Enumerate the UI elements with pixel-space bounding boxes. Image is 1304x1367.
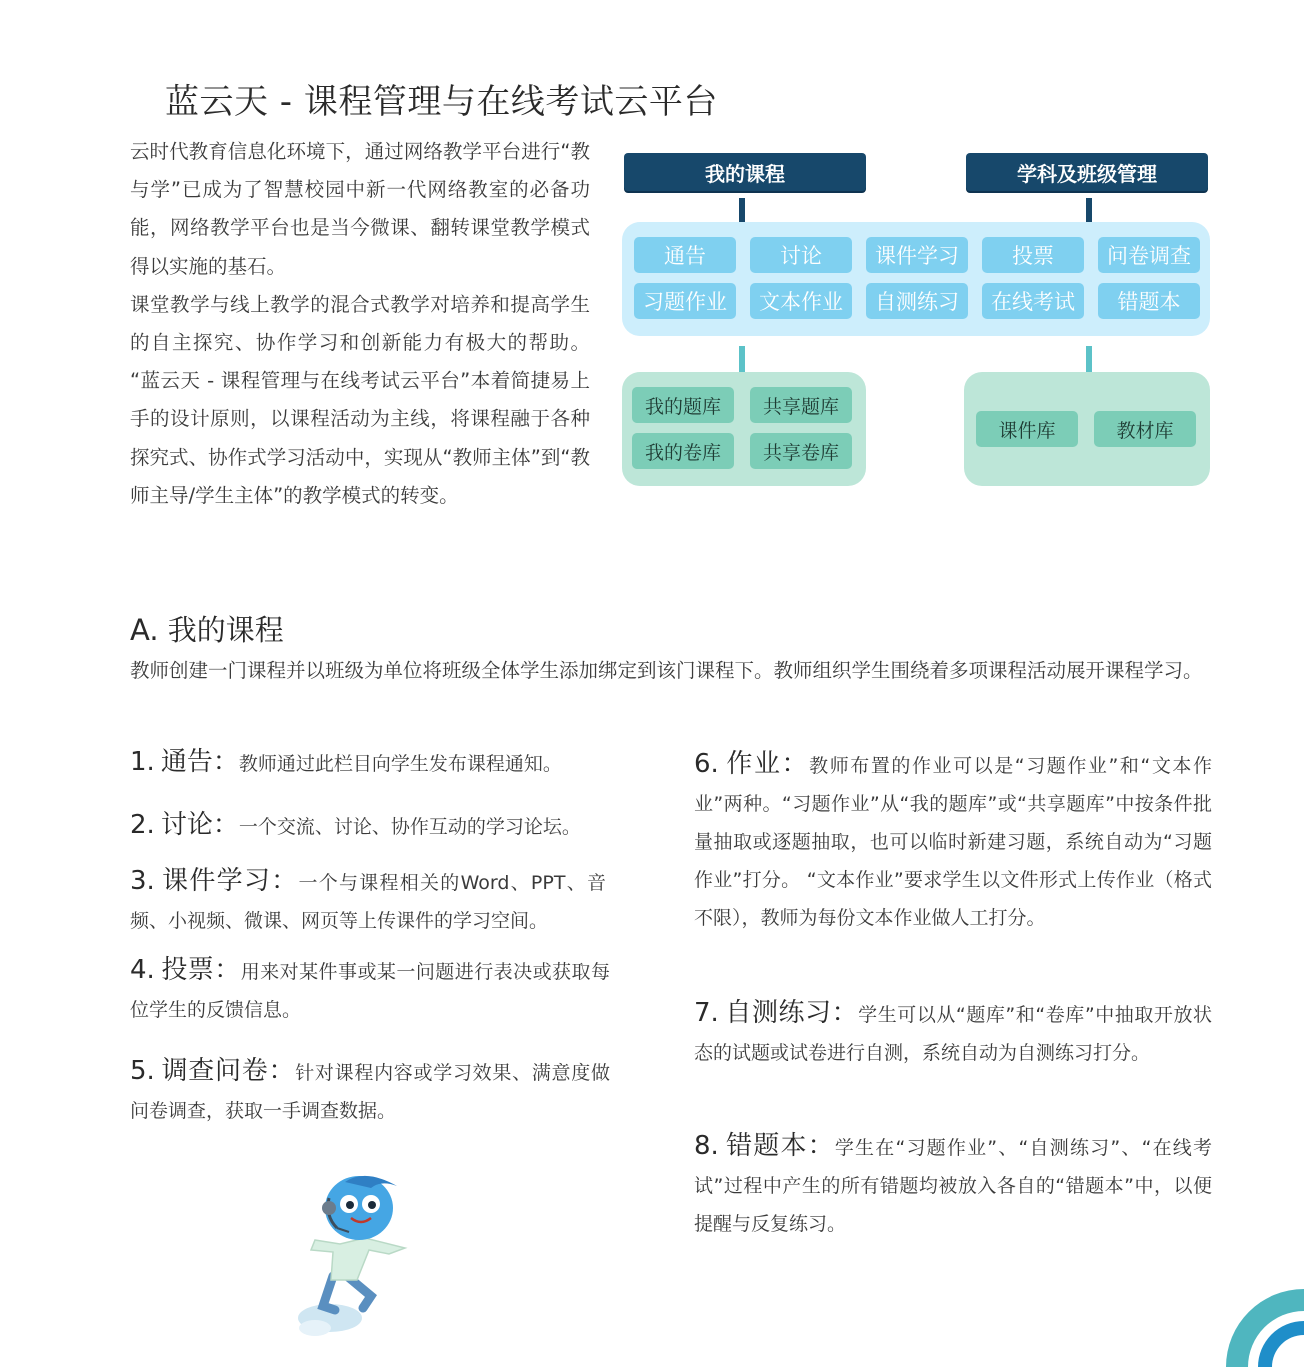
item-heading: 课件学习： (162, 866, 299, 896)
library-chip: 共享卷库 (750, 433, 852, 469)
item-number: 5. (130, 1056, 155, 1086)
item-number: 8. (694, 1131, 719, 1161)
feature-item-homework (694, 745, 1212, 937)
page-title: 蓝云天 - 课程管理与在线考试云平台 (165, 82, 718, 122)
mascot-illustration (285, 1168, 425, 1343)
library-chip: 我的题库 (632, 387, 734, 423)
intro-paragraph: 云时代教育信息化环境下，通过网络教学平台进行“教与学”已成为了智慧校园中新一代网络教室的必备功能，网络教学平台也是当今微课、翻转课堂教学模式得以实施的基石。 (130, 140, 590, 278)
item-number: 3. (130, 866, 155, 896)
feature-item-self-test (694, 994, 1212, 1072)
activity-chip: 自测练习 (866, 283, 968, 319)
feature-item-error-book (694, 1127, 1212, 1243)
item-heading: 通告： (160, 747, 239, 777)
library-chip: 我的卷库 (632, 433, 734, 469)
activity-chip: 投票 (982, 237, 1084, 273)
feature-item-courseware (130, 862, 606, 940)
course-activities-panel (622, 222, 1210, 336)
library-chip: 教材库 (1094, 411, 1196, 447)
item-text: 学生在“习题作业”、“自测练习”、“在线考试”过程中产生的所有错题均被放入各自的“错题本”中，以便提醒与反复练习。 (694, 1137, 1213, 1235)
feature-item-vote (130, 951, 610, 1029)
item-heading: 作业： (726, 749, 810, 779)
feature-item-announcement (130, 743, 610, 783)
activity-chip: 错题本 (1098, 283, 1200, 319)
activity-chip: 讨论 (750, 237, 852, 273)
item-heading: 调查问卷： (161, 1056, 296, 1086)
item-text: 一个与课程相关的Word、PPT、音频、小视频、微课、网页等上传课件的学习空间。 (130, 872, 606, 932)
item-number: 7. (694, 998, 719, 1028)
intro-text (130, 133, 590, 515)
intro-paragraph: 课堂教学与线上教学的混合式教学对培养和提高学生的自主探究、协作学习和创新能力有极大的帮助。 “蓝云天 - 课程管理与在线考试云平台”本着简捷易上手的设计原则，以课程活动为主线，将课程融于各种探究式、协作式学习活动中，实现从“教师主体”到“教师主导/学生主体”的教学模式的转变。 (130, 292, 590, 507)
feature-item-survey (130, 1052, 610, 1130)
corner-decoration (1224, 1257, 1304, 1367)
activity-chip: 习题作业 (634, 283, 736, 319)
activity-chip: 在线考试 (982, 283, 1084, 319)
item-text: 教师布置的作业可以是“习题作业”和“文本作业”两种。“习题作业”从“我的题库”或“共享题库”中按条件批量抽取或逐题抽取，也可以临时新建习题，系统自动为“习题作业”打分。 “文本作业”要求学生以文件形式上传作业（格式不限），教师为每份文本作业做人工打分。 (694, 755, 1212, 929)
question-paper-library-panel (622, 372, 866, 486)
library-chip: 共享题库 (750, 387, 852, 423)
item-heading: 讨论： (160, 810, 239, 840)
item-text: 用来对某件事或某一问题进行表决或获取每位学生的反馈信息。 (130, 961, 610, 1021)
section-description: 教师创建一门课程并以班级为单位将班级全体学生添加绑定到该门课程下。教师组织学生围绕着多项课程活动展开课程学习。 (130, 659, 1203, 682)
library-chip: 课件库 (976, 411, 1078, 447)
subject-class-management-header: 学科及班级管理 (966, 153, 1208, 191)
section-title: A. 我的课程 (130, 613, 284, 647)
activity-chip: 问卷调查 (1098, 237, 1200, 273)
courseware-textbook-library-panel (964, 372, 1210, 486)
my-course-header: 我的课程 (624, 153, 866, 191)
item-heading: 错题本： (726, 1131, 835, 1161)
item-number: 4. (130, 955, 155, 985)
activity-chip: 通告 (634, 237, 736, 273)
platform-diagram (620, 150, 1212, 490)
item-number: 2. (130, 810, 155, 840)
item-text: 针对课程内容或学习效果、满意度做问卷调查，获取一手调查数据。 (130, 1062, 610, 1122)
item-heading: 投票： (161, 955, 241, 985)
item-heading: 自测练习： (725, 998, 859, 1028)
item-text: 一个交流、讨论、协作互动的学习论坛。 (238, 816, 581, 838)
activity-chip: 文本作业 (750, 283, 852, 319)
feature-item-discussion (130, 806, 610, 846)
item-text: 学生可以从“题库”和“卷库”中抽取开放状态的试题或试卷进行自测，系统自动为自测练习打分。 (694, 1004, 1212, 1064)
item-number: 6. (694, 749, 719, 779)
item-number: 1. (130, 747, 155, 777)
activity-chip: 课件学习 (866, 237, 968, 273)
item-text: 教师通过此栏目向学生发布课程通知。 (238, 753, 562, 775)
